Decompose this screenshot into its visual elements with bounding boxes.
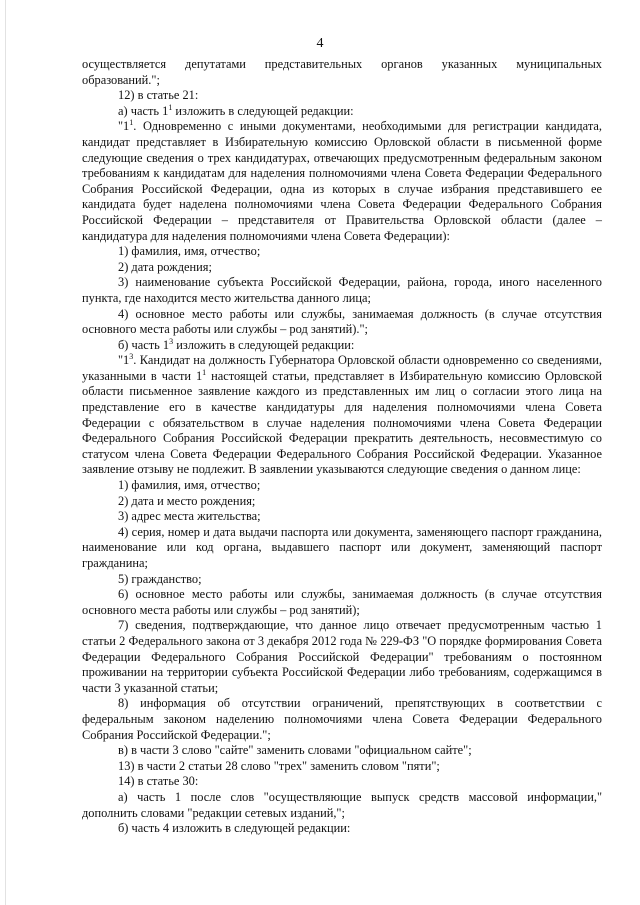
paragraph: а) часть 1 после слов "осуществляющие выпуск средств массовой информации," дополнить словами "редакции сетевых изданий,"; xyxy=(82,789,602,820)
superscript: 3 xyxy=(169,336,174,346)
superscript: 1 xyxy=(202,367,207,377)
superscript: 1 xyxy=(168,102,173,112)
paragraph: 3) адрес места жительства; xyxy=(118,509,261,524)
text-run: настоящей статьи, представляет в Избирательную комиссию Орловской области письменное заявление каждого из представленных им лиц о согласии этого лица на представление его в качестве кандидатуры для наделения полномочиями члена Совета Федерации с обязательством в случае наделения полномочиями члена Совета Федерации Федерального Собрания Российской Федерации прекратить деятельность, несовместимую со статусом члена Совета Федерации Федерального Собрания Российской Федерации. Указанное заявление отзыву не подлежит. В заявлении указываются следующие сведения о данном лице: xyxy=(82,368,602,477)
paragraph: в) в части 3 слово "сайте" заменить словами "официальном сайте"; xyxy=(118,743,472,758)
text-run: б) часть 1 xyxy=(118,337,170,352)
paragraph: 4) основное место работы или службы, занимаемая должность (в случае отсутствия основного места работы или службы – род занятий)."; xyxy=(82,306,602,337)
paragraph: 3) наименование субъекта Российской Федерации, района, города, иного населенного пункта, где находится место жительства данного лица; xyxy=(82,275,602,305)
paragraph: 7) сведения, подтверждающие, что данное лицо отвечает предусмотренным частью 1 статьи 2 Федерального закона от 3 декабря 2012 года № 229-ФЗ "О порядке формирования Совета Федерации Федерального Собрания Российской Федерации" требованиям о постоянном проживании на территории субъекта Российской Федерации либо требованиям, содержащимся в части 3 указанной статьи; xyxy=(82,618,602,695)
paragraph xyxy=(82,338,602,354)
paragraph: 12) в статье 21: xyxy=(118,88,199,103)
paragraph: 5) гражданство; xyxy=(118,571,202,586)
paragraph xyxy=(82,104,602,120)
text-run: а) часть 1 xyxy=(118,103,169,118)
paragraph: 6) основное место работы или службы, занимаемая должность (в случае отсутствия основного места работы или службы – род занятий); xyxy=(82,587,602,617)
document-body xyxy=(82,57,602,837)
text-run: "1 xyxy=(118,119,130,134)
paragraph: 2) дата и место рождения; xyxy=(118,493,256,508)
paragraph: 2) дата рождения; xyxy=(118,259,212,274)
page-number: 4 xyxy=(316,36,324,51)
paragraph: 14) в статье 30: xyxy=(118,774,199,789)
text-run: изложить в следующей редакции: xyxy=(173,337,355,352)
paragraph: 4) серия, номер и дата выдачи паспорта или документа, заменяющего паспорт гражданина, наименование или код органа, выдавшего паспорт или документ, заменяющий паспорт гражданина; xyxy=(82,524,602,570)
text-run: "1 xyxy=(118,353,130,368)
text-run: изложить в следующей редакции: xyxy=(172,103,354,118)
scan-edge-line xyxy=(5,0,6,905)
superscript: 1 xyxy=(129,118,134,128)
text-run: . Одновременно с иными документами, необходимыми для регистрации кандидата, кандидат представляет в Избирательную комиссию Орловской области в письменной форме следующие сведения о трех кандидатурах, отвечающих предусмотренным федеральным законом требованиям к кандидатам для наделения полномочиями члена Совета Федерации Федерального Собрания Российской Федерации, одна из которых в случае избрания представившего ее кандидата будет наделена полномочиями члена Совета Федерации Федерального Собрания Российской Федерации – представителя от Правительства Орловской области (далее – кандидатура для наделения полномочиями члена Совета Федерации): xyxy=(82,119,602,243)
superscript: 3 xyxy=(129,352,134,362)
paragraph xyxy=(82,353,602,478)
paragraph: 13) в части 2 статьи 28 слово "трех" заменить словом "пяти"; xyxy=(118,758,440,773)
text-run: . Кандидат на должность Губернатора Орловской области одновременно со сведениями, указанными в части 1 xyxy=(82,353,602,383)
paragraph: 1) фамилия, имя, отчество; xyxy=(118,478,261,493)
paragraph xyxy=(82,119,602,244)
paragraph: осуществляется депутатами представительных органов указанных муниципальных образований."; xyxy=(82,57,602,87)
paragraph: б) часть 4 изложить в следующей редакции: xyxy=(118,821,351,836)
paragraph: 8) информация об отсутствии ограничений, препятствующих в соответствии с федеральным законом наделению полномочиями члена Совета Федерации Федерального Собрания Российской Федерации."; xyxy=(82,696,602,742)
paragraph: 1) фамилия, имя, отчество; xyxy=(118,244,261,259)
